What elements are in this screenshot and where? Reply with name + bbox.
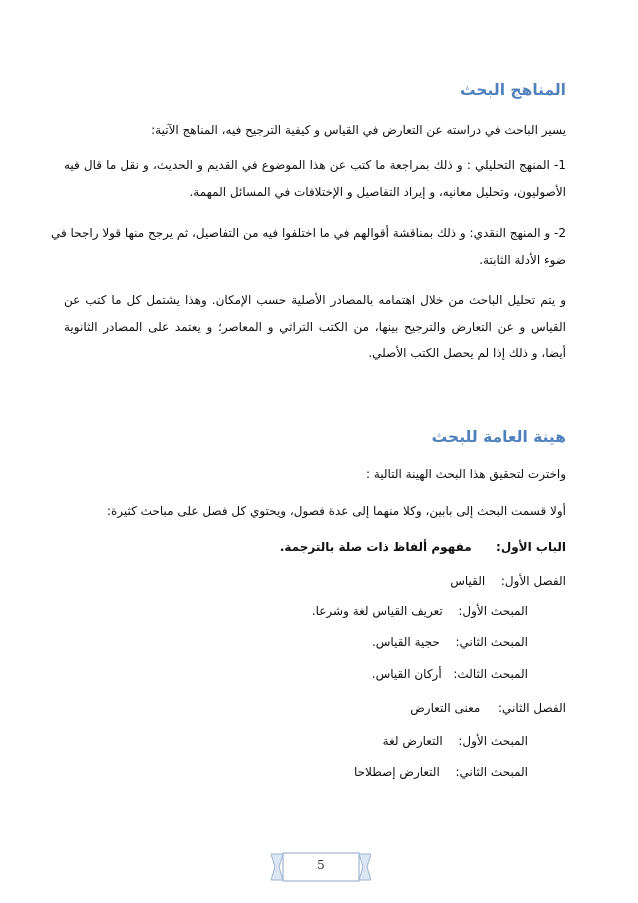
structure-intro: واخترت لتحقيق هذا البحث الهينة التالية :	[365, 467, 566, 481]
method1-line2: الأصوليون، وتحليل معانيه، و إيراد التفاصيل و الإختلافات في المسائل المهمة.	[189, 185, 566, 199]
outline-label: المبحث الأول:	[458, 734, 528, 748]
chapter1-label: الباب الأول:	[496, 540, 566, 554]
structure-division: أولا قسمت البحث إلى بابين، وكلا منهما إلى عدة فصول، ويحتوي كل فصل على مباحث كثيرة:	[106, 504, 566, 518]
outline-title: تعريف القياس لغة وشرعا.	[311, 604, 443, 618]
outline-item	[354, 764, 528, 780]
outline-label: الفصل الأول:	[500, 574, 566, 588]
outline-title: القياس	[450, 574, 486, 588]
page-number-badge	[271, 852, 371, 882]
outline-label: المبحث الثاني:	[455, 635, 528, 649]
method2-line1: 2- و المنهج النقدي: و ذلك بمناقشة أقوالهم في ما اختلفوا فيه من التفاصيل، ثم يرجح منها قولا راجحا في	[51, 226, 566, 240]
outline-label: المبحث الثالث:	[453, 667, 528, 681]
chapter1-heading	[280, 539, 566, 555]
outline-item	[372, 634, 528, 650]
outline-label: المبحث الثاني:	[455, 765, 528, 779]
outline-title: معنى التعارض	[410, 701, 481, 715]
method1-line1: 1- المنهج التحليلي : و ذلك بمراجعة ما كتب عن هذا الموضوع في القديم و الحديث، و نقل ما قال فيه	[64, 158, 566, 172]
analysis-line1: و يتم تحليل الباحث من خلال اهتمامه بالمصادر الأصلية حسب الإمكان. وهذا يشتمل كل ما كتب عن	[64, 293, 566, 307]
outline-item	[383, 733, 528, 749]
analysis-line2: القياس و عن التعارض والترجيح بينها، من الكتب التراثي و المعاصر؛ و يعتمد على المصادر الثانوية	[64, 320, 566, 334]
outline-item	[450, 573, 566, 589]
section-title-methods: المناهج البحث	[459, 81, 566, 99]
outline-title: التعارض إصطلاحا	[354, 765, 440, 779]
method2-line2: ضوء الأدلة الثابتة.	[479, 253, 566, 267]
outline-title: التعارض لغة	[382, 734, 443, 748]
methods-intro: يسير الباحث في دراسته عن التعارض في القياس و كيفية الترجيح فيه، المناهج الآتية:	[151, 123, 566, 137]
chapter1-title: مفهوم ألفاظ ذات صلة بالترجمة.	[279, 540, 472, 554]
outline-item	[410, 700, 566, 716]
section-title-structure: هينة العامة للبحث	[431, 428, 566, 446]
outline-item	[312, 603, 528, 619]
analysis-line3: أيضا، و ذلك إذا لم يحصل الكتب الأصلي.	[368, 346, 566, 360]
outline-item	[372, 666, 528, 682]
outline-title: حجية القياس.	[371, 635, 440, 649]
outline-label: الفصل الثاني:	[497, 701, 566, 715]
outline-label: المبحث الأول:	[458, 604, 528, 618]
page-number: 5	[317, 858, 325, 872]
outline-title: أركان القياس.	[371, 667, 442, 681]
